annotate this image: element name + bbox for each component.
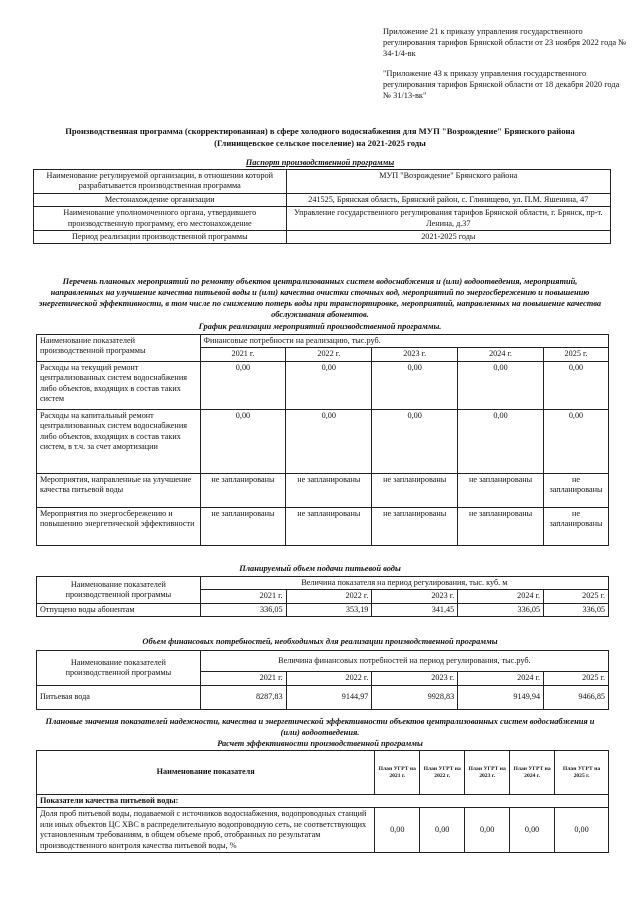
volume-cell: 336,05 — [458, 603, 544, 616]
volume-year: 2024 г. — [458, 590, 544, 603]
table-row — [37, 473, 609, 507]
finance-col-label: Наименование показателей производственной программы — [37, 651, 201, 686]
passport-value: 2021-2025 годы — [286, 231, 610, 244]
document-title: Производственная программа (скорректированная) в сфере холодного водоснабжения для МУП "Возрождение" Брянского района (Глинищевское сельское поселение) на 2021-2025 годы — [65, 126, 575, 148]
volume-year: 2021 г. — [200, 590, 286, 603]
passport-row — [34, 207, 611, 231]
measures-cell: 0,00 — [543, 361, 608, 409]
finance-cell: 9149,94 — [458, 685, 544, 709]
passport-table — [33, 169, 611, 244]
table-row — [37, 685, 609, 709]
reliability-cell: 0,00 — [510, 808, 555, 853]
measures-cell: не запланированы — [286, 473, 372, 507]
finance-cell: 8287,83 — [200, 685, 286, 709]
volume-heading: Планируемый объем подачи питьевой воды — [239, 564, 401, 573]
measures-cell: не запланированы — [372, 473, 458, 507]
measures-cell: 0,00 — [543, 409, 608, 473]
measures-cell: не запланированы — [543, 473, 608, 507]
table-row — [37, 808, 609, 853]
passport-value: МУП "Возрождение" Брянского района — [286, 170, 610, 194]
volume-year: 2025 г. — [544, 590, 609, 603]
table-row — [37, 361, 609, 409]
passport-row — [34, 231, 611, 244]
volume-cell: 336,05 — [200, 603, 286, 616]
table-row — [37, 603, 609, 616]
volume-col-group: Величина показателя на период регулирования, тыс. куб. м — [200, 577, 608, 590]
finance-col-group: Величина финансовых потребностей на период регулирования, тыс.руб. — [200, 651, 608, 672]
measures-cell: 0,00 — [372, 361, 458, 409]
measures-heading: Перечень плановых мероприятий по ремонту объектов централизованных систем водоснабжения и (или) водоотведения, мероприятий, направленных на улучшение качества питьевой воды и (или) качества очистки сточных вод, мероприятий по энергосбережению и повышению энергетической эффективности, в том числе по снижению потерь воды при транспортировке, мероприятий, направленных на повышение качества обслуживания абонентов. — [38, 277, 602, 319]
reliability-cell: 0,00 — [555, 808, 609, 853]
passport-label: Местонахождение организации — [34, 193, 287, 206]
measures-cell: 0,00 — [286, 409, 372, 473]
finance-year: 2021 г. — [200, 672, 286, 685]
reliability-plan-col: План УГРТ на 2024 г. — [510, 751, 555, 795]
passport-row — [34, 193, 611, 206]
measures-cell: не запланированы — [458, 473, 544, 507]
finance-cell: 9466,85 — [544, 685, 609, 709]
measures-cell: 0,00 — [458, 361, 544, 409]
header-appendix-43: "Приложение 43 к приказу управления государственного регулирования тарифов Брянской области от 18 декабря 2020 года № 31/13-вк" — [383, 68, 620, 101]
measures-table — [36, 334, 609, 546]
finance-year: 2023 г. — [372, 672, 458, 685]
measures-cell: 0,00 — [372, 409, 458, 473]
volume-table — [36, 576, 609, 617]
measures-row-label: Расходы на текущий ремонт централизованных систем водоснабжения либо объектов, входящих в состав таких систем — [37, 361, 201, 409]
reliability-plan-col: План УГРТ на 2023 г. — [465, 751, 510, 795]
reliability-row-label: Доля проб питьевой воды, подаваемой с источников водоснабжения, водопроводных станций или иных объектов ЦС ХВС в распределительную водопроводную сеть, не соответствующих установленным требованиям, в общем объеме проб, отобранных по результатам производственного контроля качества питьевой воды, % — [37, 808, 375, 853]
measures-row-label: Мероприятия по энергосбережению и повышению энергетической эффективности — [37, 507, 201, 545]
measures-cell: 0,00 — [458, 409, 544, 473]
passport-label: Наименование регулируемой организации, в отношении которой разрабатывается производственная программа — [34, 170, 287, 194]
measures-cell: 0,00 — [200, 361, 286, 409]
finance-year: 2025 г. — [544, 672, 609, 685]
measures-cell: не запланированы — [200, 473, 286, 507]
finance-row-label: Питьевая вода — [37, 685, 201, 709]
reliability-plan-col: План УГРТ на 2021 г. — [375, 751, 420, 795]
volume-col-label: Наименование показателей производственной программы — [37, 577, 201, 604]
measures-cell: 0,00 — [286, 361, 372, 409]
volume-row-label: Отпущено воды абонентам — [37, 603, 201, 616]
volume-cell: 353,19 — [286, 603, 372, 616]
passport-label: Наименование уполномоченного органа, утвердившего производственную программу, его местонахождение — [34, 207, 287, 231]
finance-year: 2024 г. — [458, 672, 544, 685]
reliability-cell: 0,00 — [375, 808, 420, 853]
measures-cell: не запланированы — [458, 507, 544, 545]
measures-year: 2021 г. — [200, 348, 286, 361]
finance-table — [36, 650, 609, 710]
finance-cell: 9928,83 — [372, 685, 458, 709]
passport-heading: Паспорт производственной программы — [245, 158, 395, 167]
header-appendix-21: Приложение 21 к приказу управления государственного регулирования тарифов Брянской области от 23 ноября 2022 года № 34-1/4-вк — [383, 27, 627, 59]
measures-subheading: График реализации мероприятий производственной программы. — [198, 322, 442, 331]
passport-label: Период реализации производственной программы — [34, 231, 287, 244]
passport-row — [34, 170, 611, 194]
measures-col-group: Финансовые потребности на реализацию, тыс.руб. — [200, 335, 608, 348]
measures-year: 2024 г. — [458, 348, 544, 361]
reliability-table — [36, 750, 609, 853]
measures-cell: не запланированы — [286, 507, 372, 545]
reliability-cell: 0,00 — [465, 808, 510, 853]
measures-row-label: Мероприятия, направленные на улучшение качества питьевой воды — [37, 473, 201, 507]
order-header — [383, 26, 628, 109]
reliability-heading: Плановые значения показателей надежности, качества и энергетической эффективности объектов централизованных систем водоснабжения и (или) водоотведения. — [45, 717, 595, 737]
measures-col-label: Наименование показателей производственной программы — [37, 335, 201, 362]
measures-year: 2023 г. — [372, 348, 458, 361]
finance-heading: Объем финансовых потребностей, необходимых для реализации производственной программы — [142, 637, 498, 646]
reliability-col-label: Наименование показателя — [37, 751, 375, 795]
measures-year: 2022 г. — [286, 348, 372, 361]
measures-row-label: Расходы на капитальный ремонт централизованных систем водоснабжения либо объектов, входящих в состав таких систем, в т.ч. за счет амортизации — [37, 409, 201, 473]
table-row — [37, 507, 609, 545]
passport-value: 241525, Брянская область, Брянский район, с. Глинищево, ул. П.М. Яшенина, 47 — [286, 193, 610, 206]
measures-cell: не запланированы — [372, 507, 458, 545]
finance-cell: 9144,97 — [286, 685, 372, 709]
passport-value: Управление государственного регулирования тарифов Брянской области, г. Брянск, пр-т. Ленина, д.37 — [286, 207, 610, 231]
reliability-plan-col: План УГРТ на 2025 г. — [555, 751, 609, 795]
measures-year: 2025 г. — [543, 348, 608, 361]
reliability-group-label: Показатели качества питьевой воды: — [37, 795, 609, 808]
volume-cell: 336,05 — [544, 603, 609, 616]
finance-year: 2022 г. — [286, 672, 372, 685]
reliability-subheading: Расчет эффективности производственной программы — [217, 739, 423, 748]
measures-cell: не запланированы — [543, 507, 608, 545]
measures-cell: 0,00 — [200, 409, 286, 473]
volume-year: 2022 г. — [286, 590, 372, 603]
reliability-plan-col: План УГРТ на 2022 г. — [420, 751, 465, 795]
reliability-cell: 0,00 — [420, 808, 465, 853]
volume-year: 2023 г. — [372, 590, 458, 603]
measures-cell: не запланированы — [200, 507, 286, 545]
volume-cell: 341,45 — [372, 603, 458, 616]
table-row — [37, 409, 609, 473]
